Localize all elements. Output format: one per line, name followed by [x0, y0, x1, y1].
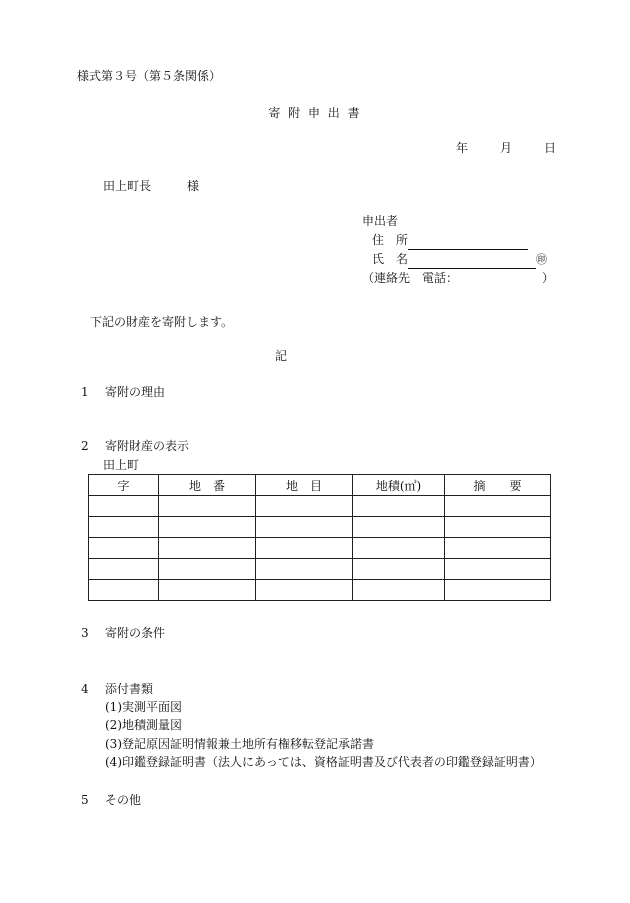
- table-row: [89, 580, 551, 601]
- table-cell[interactable]: [353, 580, 445, 601]
- document-title: 寄 附 申 出 書: [268, 106, 362, 120]
- attachment-item: (3)登記原因証明情報兼土地所有権移転登記承諾書: [105, 737, 374, 751]
- section-2: [81, 438, 189, 454]
- section-1: [81, 384, 165, 400]
- section-4-title: 添付書類: [105, 682, 154, 696]
- col-header-area: 地積(㎡): [353, 475, 445, 496]
- table-cell[interactable]: [89, 517, 159, 538]
- table-cell[interactable]: [256, 538, 353, 559]
- table-cell[interactable]: [353, 517, 445, 538]
- table-cell[interactable]: [353, 559, 445, 580]
- col-header-aza: 字: [89, 475, 159, 496]
- table-cell[interactable]: [159, 580, 256, 601]
- address-label: 住 所: [372, 233, 409, 247]
- applicant-address-row: [362, 231, 554, 250]
- name-label: 氏 名: [372, 252, 409, 266]
- section-4: [81, 681, 153, 697]
- form-number: 様式第３号（第５条関係）: [77, 69, 222, 83]
- section-3-title: 寄附の条件: [105, 626, 166, 640]
- table-cell[interactable]: [445, 517, 551, 538]
- table-cell[interactable]: [89, 538, 159, 559]
- table-cell[interactable]: [256, 496, 353, 517]
- date-day-label: 日: [544, 141, 557, 155]
- section-1-number: 1: [81, 385, 89, 399]
- col-header-chiban: 地 番: [159, 475, 256, 496]
- addressee: [103, 178, 199, 194]
- table-cell[interactable]: [89, 496, 159, 517]
- section-1-title: 寄附の理由: [105, 385, 166, 399]
- table-cell[interactable]: [445, 559, 551, 580]
- section-4-number: 4: [81, 682, 89, 696]
- date-line: [456, 140, 556, 156]
- table-cell[interactable]: [445, 496, 551, 517]
- property-table: [88, 474, 551, 601]
- table-row: [89, 559, 551, 580]
- date-year-label: 年: [456, 141, 469, 155]
- table-cell[interactable]: [89, 580, 159, 601]
- contact-open: （連絡先 電話：: [362, 271, 459, 285]
- attachment-item: (4)印鑑登録証明書（法人にあっては、資格証明書及び代表者の印鑑登録証明書）: [105, 755, 542, 769]
- addressee-name: 田上町長: [103, 179, 152, 193]
- section-5-number: 5: [81, 793, 89, 807]
- table-cell[interactable]: [353, 538, 445, 559]
- addressee-honorific: 様: [187, 179, 200, 193]
- section-3-number: 3: [81, 626, 89, 640]
- table-cell[interactable]: [445, 538, 551, 559]
- attachment-item: (1)実測平面図: [105, 700, 182, 714]
- table-cell[interactable]: [445, 580, 551, 601]
- applicant-label: 申出者: [362, 214, 399, 228]
- applicant-name-row: [362, 250, 554, 269]
- address-field[interactable]: [408, 234, 528, 250]
- table-cell[interactable]: [353, 496, 445, 517]
- date-month-label: 月: [500, 141, 513, 155]
- table-row: [89, 496, 551, 517]
- table-cell[interactable]: [256, 559, 353, 580]
- col-header-remarks: 摘 要: [445, 475, 551, 496]
- table-cell[interactable]: [159, 538, 256, 559]
- section-5: [81, 792, 141, 808]
- donation-statement: 下記の財産を寄附します。: [90, 315, 234, 329]
- section-2-number: 2: [81, 439, 89, 453]
- table-cell[interactable]: [159, 496, 256, 517]
- applicant-block: [362, 212, 554, 288]
- table-row: [89, 538, 551, 559]
- applicant-contact-row: [362, 269, 554, 288]
- seal-mark: ㊞: [536, 253, 548, 266]
- name-field[interactable]: [408, 253, 536, 269]
- section-3: [81, 625, 165, 641]
- table-header-row: [89, 475, 551, 496]
- section-5-title: その他: [105, 793, 142, 807]
- col-header-chimoku: 地 目: [256, 475, 353, 496]
- ki-heading: 記: [274, 349, 287, 363]
- contact-close: ）: [542, 271, 555, 285]
- town-label: 田上町: [103, 458, 140, 472]
- table-cell[interactable]: [89, 559, 159, 580]
- table-cell[interactable]: [159, 517, 256, 538]
- table-cell[interactable]: [256, 517, 353, 538]
- table-cell[interactable]: [256, 580, 353, 601]
- table-row: [89, 517, 551, 538]
- attachment-item: (2)地積測量図: [105, 718, 182, 732]
- table-cell[interactable]: [159, 559, 256, 580]
- section-2-title: 寄附財産の表示: [105, 439, 190, 453]
